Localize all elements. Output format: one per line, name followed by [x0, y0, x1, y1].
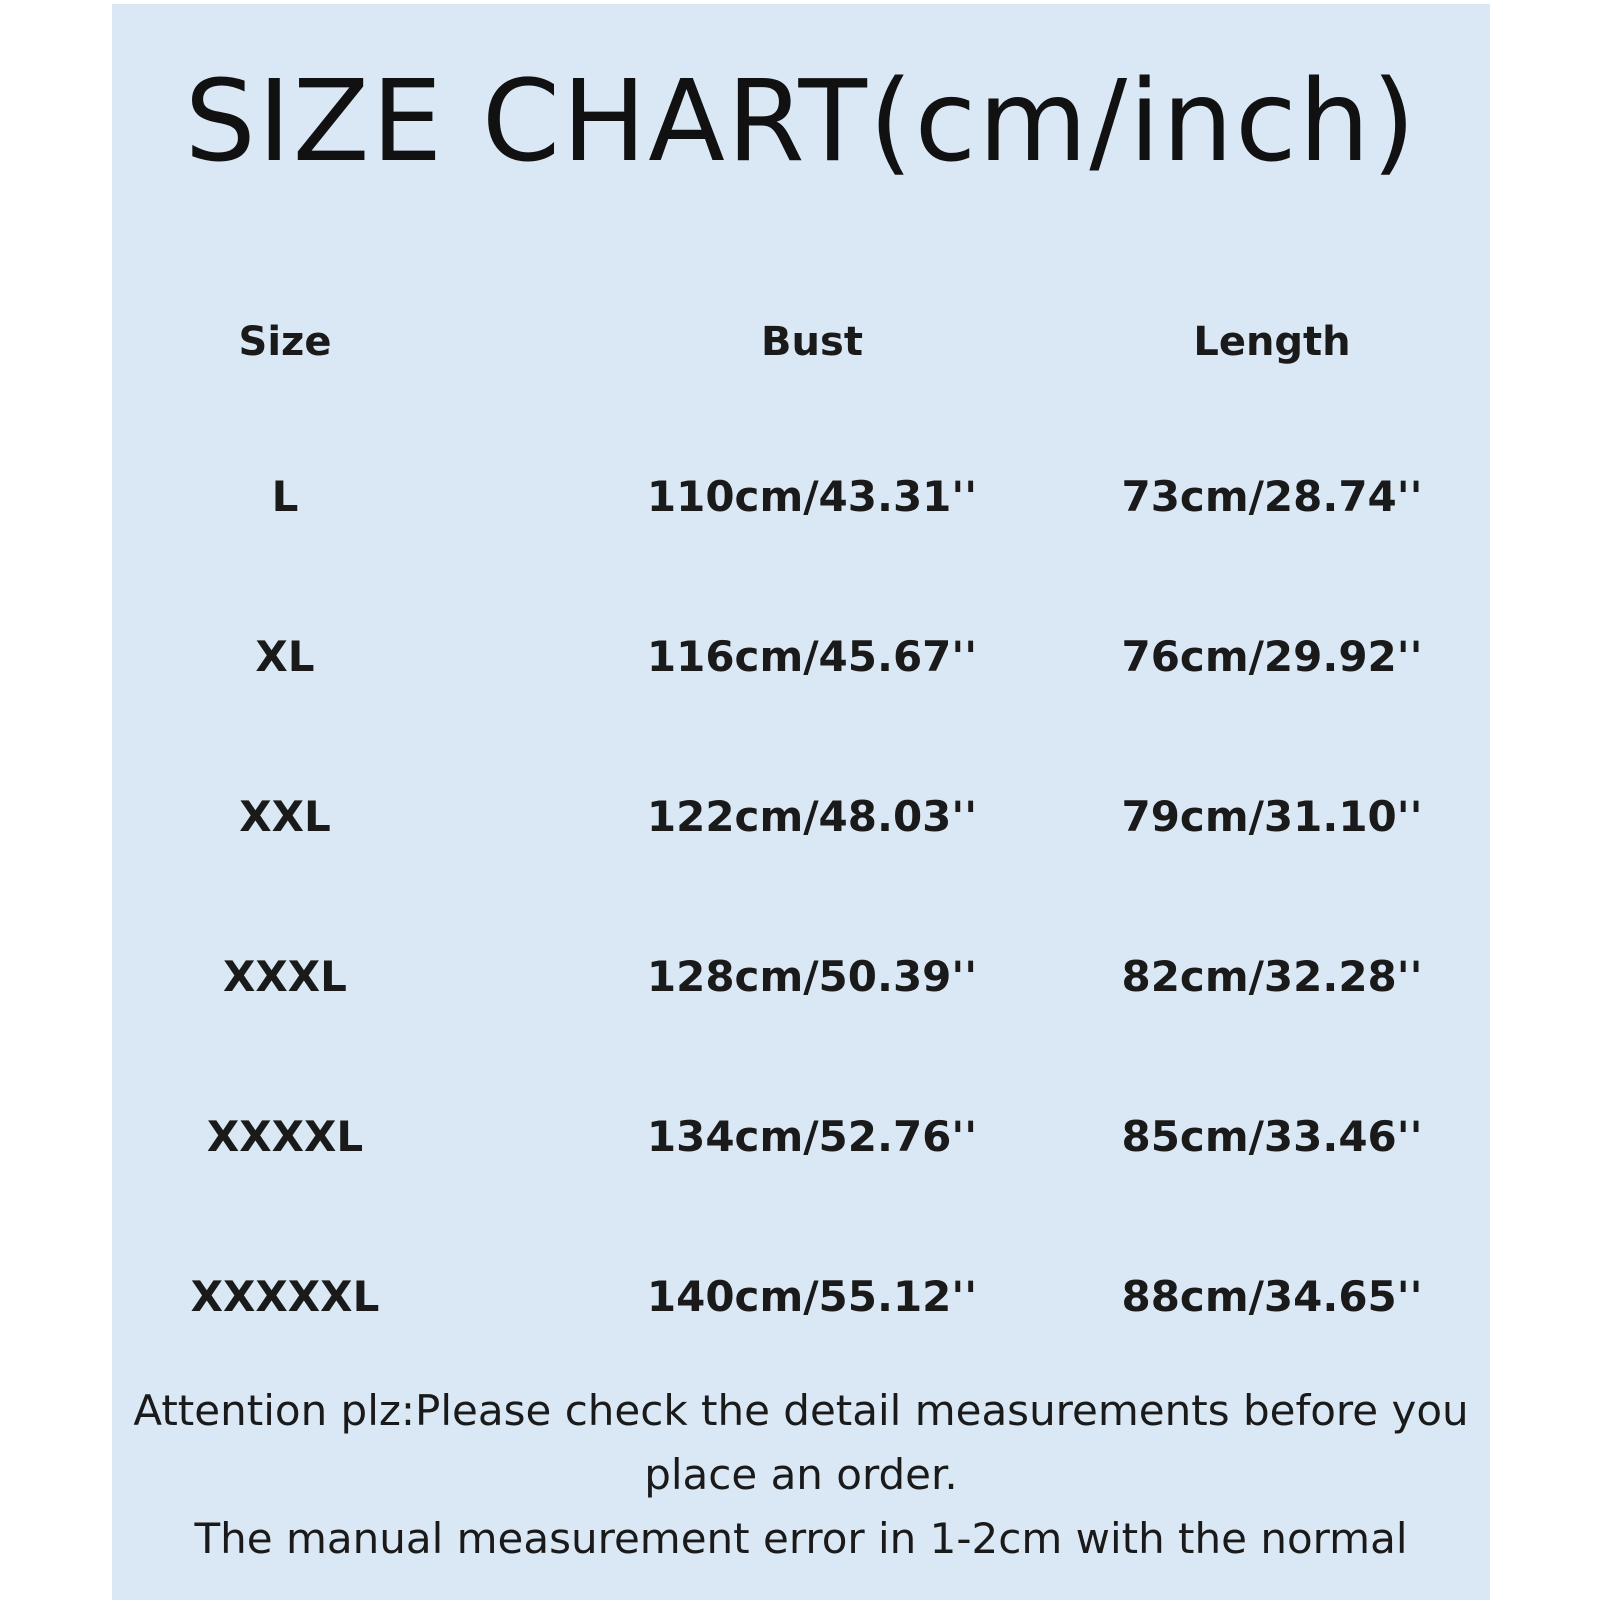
attention-note-line3: The manual measurement error in 1-2cm with the normal: [194, 1514, 1408, 1563]
length-cell: 79cm/31.10'': [1121, 792, 1423, 841]
bust-cell: 110cm/43.31'': [646, 472, 978, 521]
size-cell: XXXXL: [206, 1112, 364, 1161]
column-header-bust: Bust: [761, 319, 863, 365]
size-cell: XXL: [239, 792, 331, 841]
bust-cell: 140cm/55.12'': [646, 1272, 978, 1321]
page-title: SIZE CHART(cm/inch): [184, 57, 1418, 187]
length-cell: 76cm/29.92'': [1121, 632, 1423, 681]
column-header-length: Length: [1193, 319, 1351, 365]
size-cell: XL: [255, 632, 315, 681]
length-cell: 88cm/34.65'': [1121, 1272, 1423, 1321]
column-header-size: Size: [238, 319, 332, 365]
size-cell: XXXXXL: [190, 1272, 380, 1321]
bust-cell: 122cm/48.03'': [646, 792, 978, 841]
bust-cell: 128cm/50.39'': [646, 952, 978, 1001]
attention-note-line1: Attention plz:Please check the detail measurements before you: [133, 1386, 1469, 1435]
size-cell: L: [271, 472, 299, 521]
length-cell: 82cm/32.28'': [1121, 952, 1423, 1001]
size-chart-panel: [112, 4, 1490, 1600]
size-cell: XXXL: [223, 952, 347, 1001]
bust-cell: 116cm/45.67'': [646, 632, 978, 681]
length-cell: 73cm/28.74'': [1121, 472, 1423, 521]
attention-note-line2: place an order.: [644, 1450, 958, 1499]
length-cell: 85cm/33.46'': [1121, 1112, 1423, 1161]
bust-cell: 134cm/52.76'': [646, 1112, 978, 1161]
